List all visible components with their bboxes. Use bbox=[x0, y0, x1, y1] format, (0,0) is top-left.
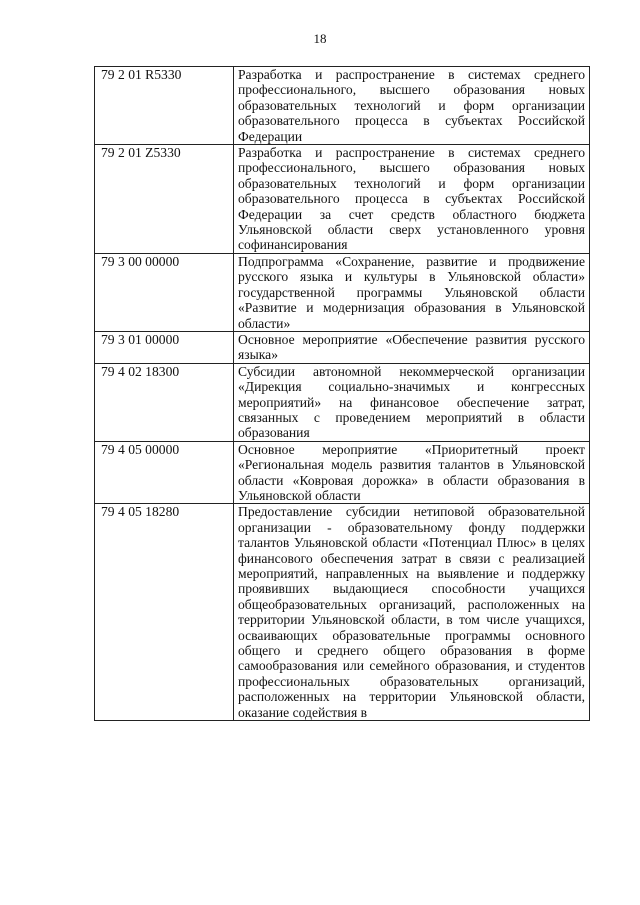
row-code: 79 4 02 18300 bbox=[95, 363, 234, 441]
row-code: 79 3 00 00000 bbox=[95, 253, 234, 331]
row-description: Разработка и распространение в системах среднего профессионального, высшего образования новых образовательных технологий и форм организации образовательного процесса в субъектах Российской Федерации bbox=[234, 67, 590, 145]
table-row bbox=[95, 363, 590, 441]
table-row bbox=[95, 145, 590, 254]
row-description: Разработка и распространение в системах среднего профессионального, высшего образования новых образовательных технологий и форм организации образовательного процесса в субъектах Российской Федерации за счет средств областного бюджета Ульяновской области сверх установленного уровня софинансирования bbox=[234, 145, 590, 254]
row-code: 79 4 05 18280 bbox=[95, 504, 234, 721]
row-description: Основное мероприятие «Приоритетный проект «Региональная модель развития талантов в Ульяновской области «Ковровая дорожка» в области образования в Ульяновской области bbox=[234, 441, 590, 504]
table-row bbox=[95, 253, 590, 331]
budget-classification-table bbox=[94, 66, 590, 721]
row-description: Подпрограмма «Сохранение, развитие и продвижение русского языка и культуры в Ульяновской области» государственной программы Ульяновской области «Развитие и модернизация образования в Ульяновской области» bbox=[234, 253, 590, 331]
row-description: Основное мероприятие «Обеспечение развития русского языка» bbox=[234, 331, 590, 363]
table-row bbox=[95, 331, 590, 363]
page-number: 18 bbox=[313, 31, 327, 46]
table-row bbox=[95, 67, 590, 145]
row-code: 79 2 01 R5330 bbox=[95, 67, 234, 145]
table-row bbox=[95, 441, 590, 504]
row-description: Предоставление субсидии нетиповой образовательной организации - образовательному фонду поддержки талантов Ульяновской области «Потенциал Плюс» в целях финансового обеспечения затрат в связи с реализацией мероприятий, направленных на выявление и поддержку проявивших выдающиеся способности учащихся общеобразовательных организаций, расположенных на территории Ульяновской области, в том числе учащихся, осваивающих образовательные программы основного общего и среднего общего образования в форме самообразования или семейного образования, и студентов профессиональных образовательных организаций, расположенных на территории Ульяновской области, оказание содействия в bbox=[234, 504, 590, 721]
row-code: 79 4 05 00000 bbox=[95, 441, 234, 504]
row-code: 79 3 01 00000 bbox=[95, 331, 234, 363]
row-description: Субсидии автономной некоммерческой организации «Дирекция социально-значимых и конгрессных мероприятий» на финансовое обеспечение затрат, связанных с проведением мероприятий в области образования bbox=[234, 363, 590, 441]
row-code: 79 2 01 Z5330 bbox=[95, 145, 234, 254]
table-row bbox=[95, 504, 590, 721]
